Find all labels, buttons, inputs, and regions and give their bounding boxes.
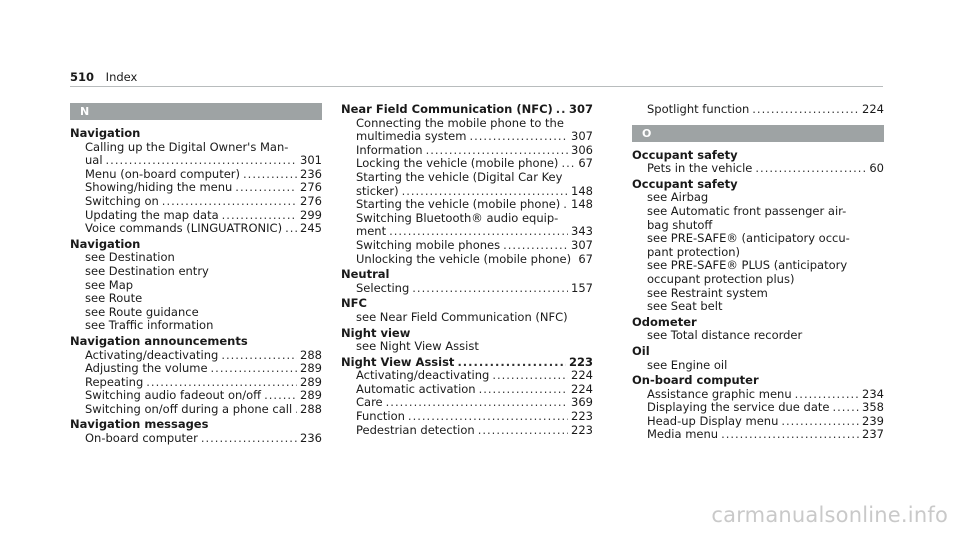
watermark: carmanualsonline.info bbox=[711, 503, 948, 527]
subentry-text: Switching on/off during a phone call bbox=[85, 401, 293, 416]
leader-dots bbox=[469, 130, 568, 144]
page-ref[interactable]: 236 bbox=[300, 431, 322, 446]
subentry-text: Switching on bbox=[85, 193, 159, 208]
subentry[interactable] bbox=[70, 168, 322, 182]
leader-dots bbox=[426, 144, 568, 158]
page-number: 510 bbox=[70, 70, 95, 84]
entry-heading-text: Night View Assist bbox=[341, 354, 455, 369]
index-entry bbox=[341, 327, 593, 354]
subentry-text: see PRE-SAFE® (anticipatory occu- bbox=[647, 231, 850, 246]
subentry[interactable] bbox=[632, 205, 884, 219]
subentry-text: see Near Field Communication (NFC) bbox=[356, 309, 568, 324]
subentry[interactable] bbox=[70, 195, 322, 209]
subentry[interactable] bbox=[341, 144, 593, 158]
section-title: Index bbox=[105, 70, 138, 84]
page-ref[interactable]: 236 bbox=[300, 166, 322, 181]
leader-dots bbox=[235, 181, 297, 195]
subentry-text: Media menu bbox=[647, 427, 719, 442]
subentry[interactable] bbox=[341, 212, 593, 226]
leader-dots bbox=[561, 157, 575, 171]
entry-heading-text: Occupant safety bbox=[632, 147, 738, 162]
leader-dots bbox=[221, 349, 297, 363]
index-entry bbox=[341, 356, 593, 438]
page-ref[interactable]: 289 bbox=[300, 374, 322, 389]
subentry-text: see Route bbox=[85, 291, 143, 306]
subentry[interactable] bbox=[341, 253, 593, 267]
page-ref[interactable]: 301 bbox=[300, 153, 322, 168]
subentry-text: occupant protection plus) bbox=[647, 271, 795, 286]
subentry-text: Head-up Display menu bbox=[647, 413, 779, 428]
leader-dots bbox=[556, 103, 566, 117]
entry-heading-text: On-board computer bbox=[632, 373, 759, 388]
index-entry bbox=[341, 103, 593, 266]
leader-dots bbox=[832, 401, 859, 415]
subentry[interactable] bbox=[632, 415, 884, 429]
subentry[interactable] bbox=[632, 191, 884, 205]
leader-dots bbox=[574, 253, 575, 267]
subentry-text: ual bbox=[85, 153, 103, 168]
leader-dots bbox=[211, 362, 298, 376]
index-entry bbox=[632, 374, 884, 442]
index-entry bbox=[632, 345, 884, 372]
subentry-text: Menu (on-board computer) bbox=[85, 166, 241, 181]
leader-dots bbox=[795, 388, 859, 402]
subentry[interactable] bbox=[70, 209, 322, 223]
entry-heading-text: Navigation announcements bbox=[70, 333, 248, 348]
subentry[interactable] bbox=[341, 396, 593, 410]
subentry-text: see Engine oil bbox=[647, 357, 728, 372]
subentry[interactable] bbox=[632, 300, 884, 314]
subentry-text: Connecting the mobile phone to the bbox=[356, 115, 564, 130]
index-column-3 bbox=[632, 103, 884, 444]
subentry[interactable] bbox=[632, 259, 884, 273]
entry-heading-text: Oil bbox=[632, 343, 650, 358]
page-ref[interactable]: 306 bbox=[571, 142, 593, 157]
index-entry bbox=[632, 178, 884, 314]
subentry[interactable] bbox=[632, 246, 884, 260]
page-ref[interactable]: 148 bbox=[571, 183, 593, 198]
leader-dots bbox=[222, 209, 297, 223]
leader-dots bbox=[755, 162, 866, 176]
page-ref[interactable]: 276 bbox=[300, 193, 322, 208]
subentry-text: Unlocking the vehicle (mobile phone) bbox=[356, 251, 572, 266]
subentry-text: see Airbag bbox=[647, 190, 709, 205]
subentry[interactable] bbox=[70, 292, 322, 306]
subentry[interactable] bbox=[70, 251, 322, 265]
entry-heading-text: Neutral bbox=[341, 267, 390, 282]
leader-dots bbox=[721, 428, 859, 442]
page-ref[interactable]: 245 bbox=[300, 221, 322, 236]
subentry[interactable] bbox=[70, 265, 322, 279]
subentry[interactable] bbox=[70, 349, 322, 363]
leader-dots bbox=[503, 239, 568, 253]
subentry[interactable] bbox=[341, 410, 593, 424]
leader-dots bbox=[295, 403, 297, 417]
subentry-text: Calling up the Digital Owner's Man- bbox=[85, 139, 289, 154]
subentry[interactable] bbox=[632, 287, 884, 301]
subentry-text: see Night View Assist bbox=[356, 339, 479, 354]
entry-heading-text: Navigation bbox=[70, 126, 141, 140]
index-entry bbox=[341, 268, 593, 295]
index-entry bbox=[70, 418, 322, 445]
subentry-text: Updating the map data bbox=[85, 207, 219, 222]
subentry[interactable] bbox=[70, 306, 322, 320]
subentry-text: Voice commands (LINGUATRONIC) bbox=[85, 221, 283, 236]
entry-heading[interactable] bbox=[632, 149, 884, 163]
page-ref[interactable]: 224 bbox=[571, 368, 593, 383]
index-entry bbox=[341, 297, 593, 324]
subentry-text: Activating/deactivating bbox=[356, 368, 490, 383]
page-ref[interactable]: 223 bbox=[571, 422, 593, 437]
subentry-text: Function bbox=[356, 409, 405, 424]
page-ref[interactable]: 237 bbox=[862, 427, 884, 442]
leader-dots bbox=[162, 195, 297, 209]
header-rule bbox=[70, 86, 883, 87]
subentry-text: bag shutoff bbox=[647, 217, 713, 232]
leader-dots bbox=[389, 225, 568, 239]
entry-heading[interactable] bbox=[341, 268, 593, 282]
subentry[interactable] bbox=[341, 171, 593, 185]
subentry[interactable] bbox=[341, 369, 593, 383]
subentry-text: Showing/hiding the menu bbox=[85, 180, 233, 195]
page-ref[interactable]: 276 bbox=[300, 180, 322, 195]
subentry[interactable] bbox=[632, 359, 884, 373]
subentry[interactable] bbox=[341, 383, 593, 397]
subentry[interactable] bbox=[341, 225, 593, 239]
page-ref[interactable]: 343 bbox=[571, 224, 593, 239]
leader-dots bbox=[201, 432, 297, 446]
subentry[interactable] bbox=[341, 130, 593, 144]
leader-dots bbox=[408, 410, 568, 424]
page-ref[interactable]: 289 bbox=[300, 361, 322, 376]
subentry[interactable] bbox=[341, 157, 593, 171]
subentry-text: Information bbox=[356, 142, 423, 157]
subentry[interactable] bbox=[70, 154, 322, 168]
subentry-text: Switching audio fadeout on/off bbox=[85, 388, 262, 403]
subentry[interactable] bbox=[632, 103, 884, 117]
subentry[interactable] bbox=[341, 282, 593, 296]
subentry[interactable] bbox=[70, 141, 322, 155]
index-entry bbox=[632, 316, 884, 343]
subentry-text: On-board computer bbox=[85, 431, 198, 446]
page-ref[interactable]: 67 bbox=[578, 156, 593, 171]
leader-dots bbox=[478, 424, 568, 438]
subentry[interactable] bbox=[70, 362, 322, 376]
page-ref[interactable]: 239 bbox=[862, 413, 884, 428]
subentry-text: sticker) bbox=[356, 183, 399, 198]
entry-heading-text: NFC bbox=[341, 296, 367, 311]
subentry[interactable] bbox=[70, 376, 322, 390]
page-ref[interactable]: 67 bbox=[578, 251, 593, 266]
page-ref[interactable]: 223 bbox=[571, 409, 593, 424]
entry-heading-text: Navigation bbox=[70, 236, 141, 251]
subentry[interactable] bbox=[341, 424, 593, 438]
leader-dots bbox=[285, 222, 297, 236]
subentry-text: see Map bbox=[85, 277, 134, 292]
subentry-text: see Destination bbox=[85, 250, 175, 265]
subentry-text: Care bbox=[356, 395, 383, 410]
subentry[interactable] bbox=[70, 403, 322, 417]
leader-dots bbox=[479, 383, 568, 397]
subentry-text: see PRE-SAFE® PLUS (anticipatory bbox=[647, 258, 848, 273]
subentry-text: Adjusting the volume bbox=[85, 361, 208, 376]
subentry[interactable] bbox=[632, 329, 884, 343]
subentry[interactable] bbox=[341, 185, 593, 199]
entry-heading[interactable] bbox=[632, 316, 884, 330]
subentry[interactable] bbox=[632, 219, 884, 233]
leader-dots bbox=[492, 369, 568, 383]
subentry[interactable] bbox=[70, 279, 322, 293]
subentry-text: Starting the vehicle (mobile phone) bbox=[356, 197, 561, 212]
entry-heading[interactable] bbox=[70, 127, 322, 141]
leader-dots bbox=[386, 396, 568, 410]
entry-heading[interactable] bbox=[70, 418, 322, 432]
page-ref[interactable]: 223 bbox=[568, 354, 593, 369]
subentry-text: see Route guidance bbox=[85, 304, 199, 319]
subentry-text: pant protection) bbox=[647, 244, 741, 259]
page-ref[interactable]: 288 bbox=[300, 401, 322, 416]
subentry-text: Pets in the vehicle bbox=[647, 161, 753, 176]
subentry-text: see Traffic information bbox=[85, 318, 214, 333]
index-column-1 bbox=[70, 103, 322, 448]
subentry[interactable] bbox=[70, 319, 322, 333]
page-ref[interactable]: 307 bbox=[571, 237, 593, 252]
page-ref[interactable]: 299 bbox=[300, 207, 322, 222]
subentry-text: Displaying the service due date bbox=[647, 400, 830, 415]
subentry-text: Repeating bbox=[85, 374, 144, 389]
entry-heading[interactable] bbox=[632, 178, 884, 192]
subentry-text: Assistance graphic menu bbox=[647, 386, 792, 401]
entry-heading[interactable] bbox=[341, 327, 593, 341]
subentry-text: see Total distance recorder bbox=[647, 328, 803, 343]
leader-dots bbox=[563, 198, 568, 212]
entry-heading[interactable] bbox=[341, 297, 593, 311]
subentry[interactable] bbox=[341, 117, 593, 131]
subentry-text: Locking the vehicle (mobile phone) bbox=[356, 156, 559, 171]
subentry[interactable] bbox=[341, 311, 593, 325]
subentry[interactable] bbox=[632, 388, 884, 402]
subentry[interactable] bbox=[70, 181, 322, 195]
subentry-text: see Seat belt bbox=[647, 299, 723, 314]
leader-dots bbox=[457, 356, 566, 370]
entry-heading[interactable] bbox=[632, 345, 884, 359]
leader-dots bbox=[243, 168, 297, 182]
subentry[interactable] bbox=[632, 273, 884, 287]
subentry-text: Selecting bbox=[356, 280, 410, 295]
leader-dots bbox=[106, 154, 298, 168]
page-ref[interactable]: 289 bbox=[300, 388, 322, 403]
subentry-text: Starting the vehicle (Digital Car Key bbox=[356, 169, 563, 184]
subentry[interactable] bbox=[70, 432, 322, 446]
subentry-text: Switching mobile phones bbox=[356, 237, 501, 252]
page-header bbox=[70, 70, 137, 84]
page-ref[interactable]: 369 bbox=[571, 395, 593, 410]
page-ref[interactable]: 148 bbox=[571, 197, 593, 212]
subentry-text: ment bbox=[356, 224, 387, 239]
subentry-text: multimedia system bbox=[356, 129, 467, 144]
entry-heading-text: Odometer bbox=[632, 314, 697, 329]
entry-heading[interactable] bbox=[341, 103, 593, 117]
index-entry bbox=[632, 149, 884, 176]
page-ref[interactable]: 358 bbox=[862, 400, 884, 415]
entry-heading-text: Occupant safety bbox=[632, 176, 738, 191]
page-ref[interactable]: 288 bbox=[300, 347, 322, 362]
subentry[interactable] bbox=[70, 389, 322, 403]
index-entry bbox=[70, 127, 322, 236]
page-ref[interactable]: 60 bbox=[869, 161, 884, 176]
subentry-text: Spotlight function bbox=[647, 102, 750, 116]
subentry-text: Pedestrian detection bbox=[356, 422, 475, 437]
index-column-2 bbox=[341, 103, 593, 439]
subentry-text: see Automatic front passenger air- bbox=[647, 203, 847, 218]
leader-dots bbox=[264, 389, 297, 403]
subentry[interactable] bbox=[341, 340, 593, 354]
subentry[interactable] bbox=[70, 222, 322, 236]
subentry-text: see Destination entry bbox=[85, 263, 209, 278]
subentry[interactable] bbox=[341, 239, 593, 253]
leader-dots bbox=[781, 415, 859, 429]
leader-dots bbox=[402, 185, 568, 199]
subentry-text: see Restraint system bbox=[647, 285, 768, 300]
subentry-text: Switching Bluetooth® audio equip- bbox=[356, 210, 559, 225]
entry-heading[interactable] bbox=[341, 356, 593, 370]
page-ref[interactable]: 157 bbox=[571, 280, 593, 295]
section-letter: N bbox=[70, 103, 322, 120]
entry-heading[interactable] bbox=[70, 335, 322, 349]
page-ref[interactable]: 224 bbox=[862, 102, 884, 116]
subentry-text: Automatic activation bbox=[356, 381, 476, 396]
leader-dots bbox=[752, 103, 859, 117]
leader-dots bbox=[146, 376, 297, 390]
entry-heading[interactable] bbox=[70, 238, 322, 252]
page-ref[interactable]: 234 bbox=[862, 386, 884, 401]
subentry[interactable] bbox=[632, 232, 884, 246]
section-letter: O bbox=[632, 125, 884, 142]
subentry-text: Activating/deactivating bbox=[85, 347, 219, 362]
index-entry bbox=[70, 335, 322, 417]
entry-heading-text: Navigation messages bbox=[70, 417, 209, 432]
entry-heading-text: Near Field Communication (NFC) bbox=[341, 102, 553, 116]
subentry[interactable] bbox=[632, 162, 884, 176]
page-ref[interactable]: 307 bbox=[568, 102, 593, 116]
entry-heading-text: Night view bbox=[341, 325, 411, 340]
page-ref[interactable]: 307 bbox=[571, 129, 593, 144]
subentry[interactable] bbox=[632, 428, 884, 442]
subentry[interactable] bbox=[632, 401, 884, 415]
leader-dots bbox=[412, 282, 568, 296]
index-entry bbox=[632, 103, 884, 117]
entry-heading[interactable] bbox=[632, 374, 884, 388]
subentry[interactable] bbox=[341, 198, 593, 212]
page-ref[interactable]: 224 bbox=[571, 381, 593, 396]
index-entry bbox=[70, 238, 322, 333]
